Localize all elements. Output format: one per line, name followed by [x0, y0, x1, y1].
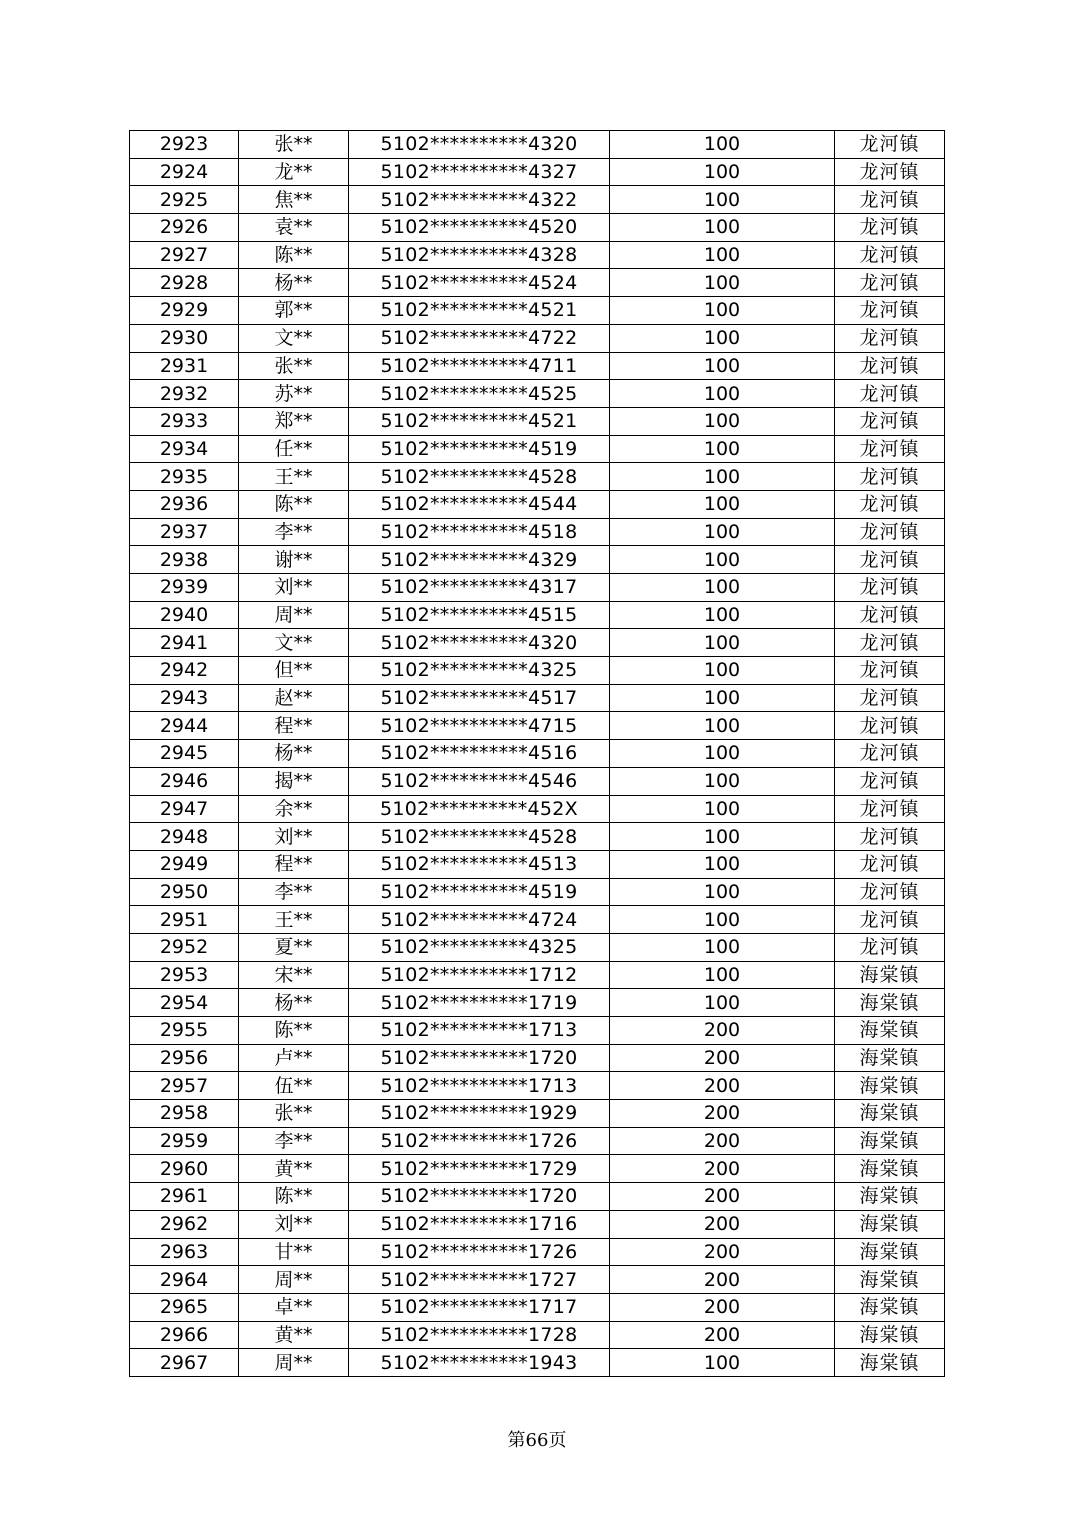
id-number-cell: 5102**********4513 — [349, 850, 610, 878]
id-number-cell: 5102**********1929 — [349, 1100, 610, 1128]
town-cell: 龙河镇 — [835, 131, 945, 159]
name-cell: 张** — [239, 1100, 349, 1128]
id-number-cell: 5102**********4320 — [349, 629, 610, 657]
name-cell: 周** — [239, 601, 349, 629]
row-number-cell: 2939 — [130, 574, 239, 602]
table-row — [130, 269, 945, 297]
id-number-cell: 5102**********4722 — [349, 324, 610, 352]
amount-cell: 200 — [610, 1210, 835, 1238]
name-cell: 程** — [239, 712, 349, 740]
table-row — [130, 490, 945, 518]
id-number-cell: 5102**********4515 — [349, 601, 610, 629]
id-number-cell: 5102**********1727 — [349, 1266, 610, 1294]
amount-cell: 100 — [610, 767, 835, 795]
row-number-cell: 2962 — [130, 1210, 239, 1238]
row-number-cell: 2932 — [130, 380, 239, 408]
name-cell: 刘** — [239, 823, 349, 851]
table-row — [130, 1293, 945, 1321]
amount-cell: 100 — [610, 823, 835, 851]
town-cell: 海棠镇 — [835, 1044, 945, 1072]
town-cell: 龙河镇 — [835, 574, 945, 602]
town-cell: 海棠镇 — [835, 1017, 945, 1045]
table-row — [130, 518, 945, 546]
id-number-cell: 5102**********4711 — [349, 352, 610, 380]
amount-cell: 100 — [610, 490, 835, 518]
row-number-cell: 2967 — [130, 1349, 239, 1377]
amount-cell: 100 — [610, 435, 835, 463]
name-cell: 卢** — [239, 1044, 349, 1072]
amount-cell: 100 — [610, 795, 835, 823]
amount-cell: 100 — [610, 214, 835, 242]
id-number-cell: 5102**********4519 — [349, 878, 610, 906]
town-cell: 海棠镇 — [835, 1072, 945, 1100]
id-number-cell: 5102**********4325 — [349, 657, 610, 685]
roster-table — [129, 130, 945, 1377]
name-cell: 周** — [239, 1349, 349, 1377]
id-number-cell: 5102**********1719 — [349, 989, 610, 1017]
name-cell: 陈** — [239, 1183, 349, 1211]
id-number-cell: 5102**********4524 — [349, 269, 610, 297]
name-cell: 焦** — [239, 186, 349, 214]
amount-cell: 200 — [610, 1183, 835, 1211]
town-cell: 龙河镇 — [835, 906, 945, 934]
town-cell: 海棠镇 — [835, 1155, 945, 1183]
amount-cell: 100 — [610, 297, 835, 325]
row-number-cell: 2959 — [130, 1127, 239, 1155]
id-number-cell: 5102**********4544 — [349, 490, 610, 518]
table-row — [130, 214, 945, 242]
table-row — [130, 1183, 945, 1211]
name-cell: 李** — [239, 878, 349, 906]
town-cell: 龙河镇 — [835, 601, 945, 629]
table-row — [130, 435, 945, 463]
amount-cell: 100 — [610, 186, 835, 214]
amount-cell: 200 — [610, 1017, 835, 1045]
row-number-cell: 2960 — [130, 1155, 239, 1183]
amount-cell: 200 — [610, 1238, 835, 1266]
name-cell: 任** — [239, 435, 349, 463]
table-row — [130, 574, 945, 602]
id-number-cell: 5102**********4715 — [349, 712, 610, 740]
id-number-cell: 5102**********4528 — [349, 823, 610, 851]
id-number-cell: 5102**********452X — [349, 795, 610, 823]
table-row — [130, 1044, 945, 1072]
id-number-cell: 5102**********4322 — [349, 186, 610, 214]
name-cell: 王** — [239, 463, 349, 491]
table-row — [130, 989, 945, 1017]
town-cell: 龙河镇 — [835, 740, 945, 768]
name-cell: 夏** — [239, 933, 349, 961]
row-number-cell: 2938 — [130, 546, 239, 574]
town-cell: 龙河镇 — [835, 878, 945, 906]
amount-cell: 100 — [610, 961, 835, 989]
table-row — [130, 933, 945, 961]
row-number-cell: 2928 — [130, 269, 239, 297]
id-number-cell: 5102**********4327 — [349, 158, 610, 186]
name-cell: 张** — [239, 352, 349, 380]
id-number-cell: 5102**********1729 — [349, 1155, 610, 1183]
table-row — [130, 1266, 945, 1294]
town-cell: 龙河镇 — [835, 850, 945, 878]
town-cell: 龙河镇 — [835, 684, 945, 712]
town-cell: 龙河镇 — [835, 407, 945, 435]
table-row — [130, 1017, 945, 1045]
amount-cell: 200 — [610, 1127, 835, 1155]
id-number-cell: 5102**********1713 — [349, 1072, 610, 1100]
row-number-cell: 2945 — [130, 740, 239, 768]
id-number-cell: 5102**********4516 — [349, 740, 610, 768]
table-row — [130, 684, 945, 712]
name-cell: 袁** — [239, 214, 349, 242]
town-cell: 龙河镇 — [835, 933, 945, 961]
amount-cell: 100 — [610, 241, 835, 269]
town-cell: 龙河镇 — [835, 324, 945, 352]
row-number-cell: 2950 — [130, 878, 239, 906]
id-number-cell: 5102**********1713 — [349, 1017, 610, 1045]
town-cell: 海棠镇 — [835, 989, 945, 1017]
id-number-cell: 5102**********1720 — [349, 1183, 610, 1211]
amount-cell: 100 — [610, 712, 835, 740]
id-number-cell: 5102**********4317 — [349, 574, 610, 602]
row-number-cell: 2965 — [130, 1293, 239, 1321]
name-cell: 程** — [239, 850, 349, 878]
id-number-cell: 5102**********4520 — [349, 214, 610, 242]
table-row — [130, 324, 945, 352]
table-row — [130, 1238, 945, 1266]
row-number-cell: 2924 — [130, 158, 239, 186]
town-cell: 龙河镇 — [835, 241, 945, 269]
name-cell: 黄** — [239, 1155, 349, 1183]
town-cell: 海棠镇 — [835, 1321, 945, 1349]
name-cell: 但** — [239, 657, 349, 685]
table-row — [130, 878, 945, 906]
town-cell: 龙河镇 — [835, 269, 945, 297]
id-number-cell: 5102**********1716 — [349, 1210, 610, 1238]
table-row — [130, 740, 945, 768]
amount-cell: 100 — [610, 463, 835, 491]
amount-cell: 100 — [610, 518, 835, 546]
name-cell: 郑** — [239, 407, 349, 435]
id-number-cell: 5102**********4329 — [349, 546, 610, 574]
row-number-cell: 2947 — [130, 795, 239, 823]
table-row — [130, 407, 945, 435]
row-number-cell: 2925 — [130, 186, 239, 214]
amount-cell: 200 — [610, 1155, 835, 1183]
name-cell: 李** — [239, 518, 349, 546]
name-cell: 文** — [239, 629, 349, 657]
town-cell: 海棠镇 — [835, 1266, 945, 1294]
name-cell: 卓** — [239, 1293, 349, 1321]
name-cell: 伍** — [239, 1072, 349, 1100]
amount-cell: 100 — [610, 629, 835, 657]
row-number-cell: 2948 — [130, 823, 239, 851]
id-number-cell: 5102**********4518 — [349, 518, 610, 546]
town-cell: 海棠镇 — [835, 1183, 945, 1211]
amount-cell: 100 — [610, 380, 835, 408]
name-cell: 陈** — [239, 490, 349, 518]
row-number-cell: 2963 — [130, 1238, 239, 1266]
row-number-cell: 2956 — [130, 1044, 239, 1072]
id-number-cell: 5102**********4325 — [349, 933, 610, 961]
amount-cell: 100 — [610, 546, 835, 574]
amount-cell: 100 — [610, 933, 835, 961]
row-number-cell: 2942 — [130, 657, 239, 685]
name-cell: 杨** — [239, 989, 349, 1017]
roster-table-body — [130, 131, 945, 1377]
table-row — [130, 601, 945, 629]
id-number-cell: 5102**********4517 — [349, 684, 610, 712]
town-cell: 龙河镇 — [835, 518, 945, 546]
town-cell: 龙河镇 — [835, 657, 945, 685]
row-number-cell: 2934 — [130, 435, 239, 463]
town-cell: 龙河镇 — [835, 629, 945, 657]
row-number-cell: 2931 — [130, 352, 239, 380]
table-row — [130, 906, 945, 934]
row-number-cell: 2957 — [130, 1072, 239, 1100]
row-number-cell: 2936 — [130, 490, 239, 518]
name-cell: 宋** — [239, 961, 349, 989]
town-cell: 龙河镇 — [835, 823, 945, 851]
town-cell: 海棠镇 — [835, 961, 945, 989]
town-cell: 海棠镇 — [835, 1127, 945, 1155]
row-number-cell: 2929 — [130, 297, 239, 325]
row-number-cell: 2940 — [130, 601, 239, 629]
table-row — [130, 352, 945, 380]
name-cell: 余** — [239, 795, 349, 823]
amount-cell: 100 — [610, 740, 835, 768]
name-cell: 陈** — [239, 241, 349, 269]
row-number-cell: 2952 — [130, 933, 239, 961]
row-number-cell: 2946 — [130, 767, 239, 795]
name-cell: 周** — [239, 1266, 349, 1294]
row-number-cell: 2933 — [130, 407, 239, 435]
name-cell: 张** — [239, 131, 349, 159]
town-cell: 海棠镇 — [835, 1210, 945, 1238]
table-row — [130, 795, 945, 823]
amount-cell: 200 — [610, 1266, 835, 1294]
table-row — [130, 297, 945, 325]
row-number-cell: 2927 — [130, 241, 239, 269]
amount-cell: 100 — [610, 989, 835, 1017]
table-row — [130, 767, 945, 795]
amount-cell: 100 — [610, 878, 835, 906]
name-cell: 甘** — [239, 1238, 349, 1266]
id-number-cell: 5102**********4320 — [349, 131, 610, 159]
row-number-cell: 2930 — [130, 324, 239, 352]
town-cell: 龙河镇 — [835, 546, 945, 574]
id-number-cell: 5102**********1726 — [349, 1127, 610, 1155]
row-number-cell: 2961 — [130, 1183, 239, 1211]
id-number-cell: 5102**********4546 — [349, 767, 610, 795]
id-number-cell: 5102**********1728 — [349, 1321, 610, 1349]
name-cell: 谢** — [239, 546, 349, 574]
town-cell: 龙河镇 — [835, 795, 945, 823]
name-cell: 王** — [239, 906, 349, 934]
name-cell: 刘** — [239, 1210, 349, 1238]
amount-cell: 200 — [610, 1072, 835, 1100]
row-number-cell: 2958 — [130, 1100, 239, 1128]
amount-cell: 100 — [610, 131, 835, 159]
town-cell: 龙河镇 — [835, 435, 945, 463]
row-number-cell: 2949 — [130, 850, 239, 878]
amount-cell: 100 — [610, 407, 835, 435]
id-number-cell: 5102**********1720 — [349, 1044, 610, 1072]
id-number-cell: 5102**********4525 — [349, 380, 610, 408]
id-number-cell: 5102**********1712 — [349, 961, 610, 989]
name-cell: 揭** — [239, 767, 349, 795]
id-number-cell: 5102**********4521 — [349, 297, 610, 325]
town-cell: 海棠镇 — [835, 1100, 945, 1128]
table-row — [130, 380, 945, 408]
name-cell: 苏** — [239, 380, 349, 408]
table-row — [130, 241, 945, 269]
town-cell: 龙河镇 — [835, 767, 945, 795]
amount-cell: 100 — [610, 657, 835, 685]
amount-cell: 100 — [610, 684, 835, 712]
amount-cell: 100 — [610, 601, 835, 629]
table-row — [130, 1321, 945, 1349]
table-row — [130, 1155, 945, 1183]
page-number: 第66页 — [507, 1430, 567, 1451]
table-row — [130, 629, 945, 657]
amount-cell: 200 — [610, 1044, 835, 1072]
name-cell: 杨** — [239, 269, 349, 297]
row-number-cell: 2966 — [130, 1321, 239, 1349]
row-number-cell: 2951 — [130, 906, 239, 934]
amount-cell: 200 — [610, 1293, 835, 1321]
id-number-cell: 5102**********4328 — [349, 241, 610, 269]
row-number-cell: 2944 — [130, 712, 239, 740]
row-number-cell: 2955 — [130, 1017, 239, 1045]
table-row — [130, 546, 945, 574]
town-cell: 海棠镇 — [835, 1238, 945, 1266]
amount-cell: 100 — [610, 574, 835, 602]
id-number-cell: 5102**********4528 — [349, 463, 610, 491]
table-row — [130, 131, 945, 159]
amount-cell: 100 — [610, 158, 835, 186]
amount-cell: 200 — [610, 1321, 835, 1349]
row-number-cell: 2954 — [130, 989, 239, 1017]
table-row — [130, 463, 945, 491]
row-number-cell: 2953 — [130, 961, 239, 989]
id-number-cell: 5102**********1717 — [349, 1293, 610, 1321]
town-cell: 龙河镇 — [835, 186, 945, 214]
table-row — [130, 961, 945, 989]
table-row — [130, 1210, 945, 1238]
town-cell: 龙河镇 — [835, 352, 945, 380]
town-cell: 龙河镇 — [835, 463, 945, 491]
name-cell: 郭** — [239, 297, 349, 325]
row-number-cell: 2937 — [130, 518, 239, 546]
id-number-cell: 5102**********4521 — [349, 407, 610, 435]
amount-cell: 100 — [610, 1349, 835, 1377]
table-row — [130, 823, 945, 851]
row-number-cell: 2923 — [130, 131, 239, 159]
table-row — [130, 850, 945, 878]
amount-cell: 200 — [610, 1100, 835, 1128]
town-cell: 龙河镇 — [835, 380, 945, 408]
name-cell: 杨** — [239, 740, 349, 768]
amount-cell: 100 — [610, 352, 835, 380]
amount-cell: 100 — [610, 324, 835, 352]
name-cell: 文** — [239, 324, 349, 352]
row-number-cell: 2935 — [130, 463, 239, 491]
row-number-cell: 2964 — [130, 1266, 239, 1294]
id-number-cell: 5102**********4724 — [349, 906, 610, 934]
table-row — [130, 1100, 945, 1128]
amount-cell: 100 — [610, 906, 835, 934]
amount-cell: 100 — [610, 269, 835, 297]
table-row — [130, 712, 945, 740]
table-row — [130, 1072, 945, 1100]
table-row — [130, 158, 945, 186]
table-row — [130, 1127, 945, 1155]
id-number-cell: 5102**********1726 — [349, 1238, 610, 1266]
town-cell: 龙河镇 — [835, 712, 945, 740]
id-number-cell: 5102**********1943 — [349, 1349, 610, 1377]
name-cell: 刘** — [239, 574, 349, 602]
name-cell: 李** — [239, 1127, 349, 1155]
town-cell: 龙河镇 — [835, 297, 945, 325]
row-number-cell: 2926 — [130, 214, 239, 242]
row-number-cell: 2941 — [130, 629, 239, 657]
town-cell: 龙河镇 — [835, 490, 945, 518]
row-number-cell: 2943 — [130, 684, 239, 712]
table-row — [130, 657, 945, 685]
town-cell: 龙河镇 — [835, 214, 945, 242]
table-row — [130, 186, 945, 214]
id-number-cell: 5102**********4519 — [349, 435, 610, 463]
name-cell: 陈** — [239, 1017, 349, 1045]
name-cell: 黄** — [239, 1321, 349, 1349]
name-cell: 龙** — [239, 158, 349, 186]
town-cell: 海棠镇 — [835, 1349, 945, 1377]
town-cell: 龙河镇 — [835, 158, 945, 186]
amount-cell: 100 — [610, 850, 835, 878]
town-cell: 海棠镇 — [835, 1293, 945, 1321]
table-row — [130, 1349, 945, 1377]
name-cell: 赵** — [239, 684, 349, 712]
